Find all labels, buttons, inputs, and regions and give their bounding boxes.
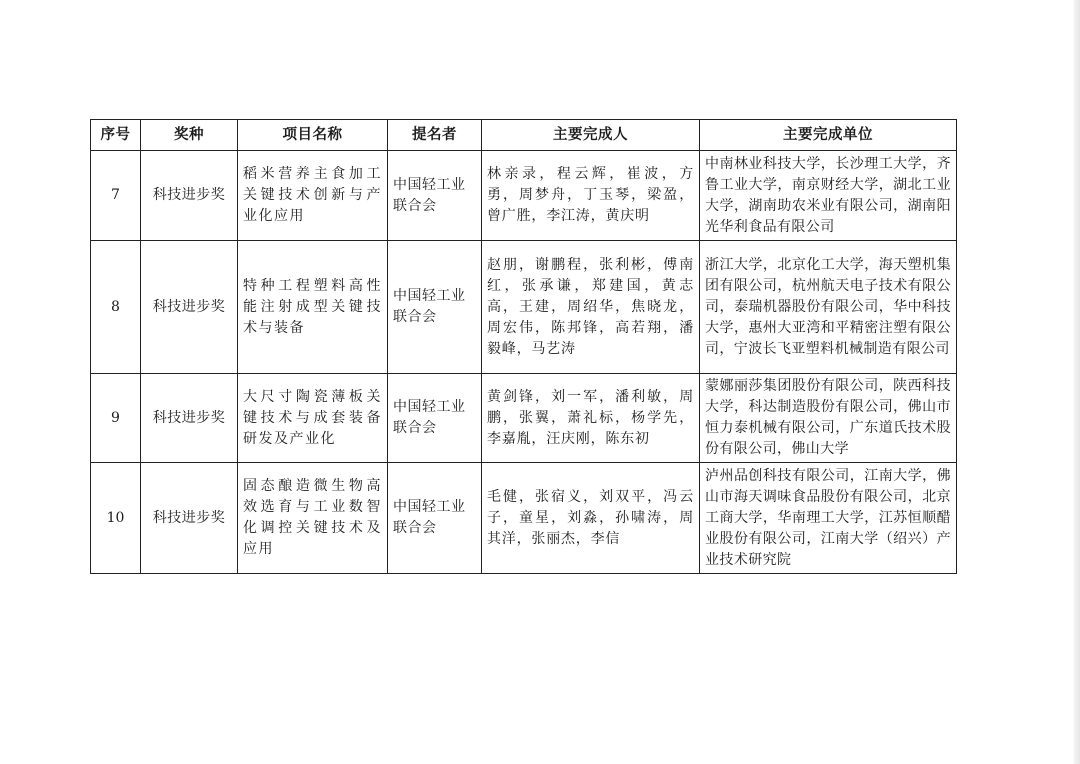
header-main-people: 主要完成人	[482, 120, 700, 151]
cell-project-name: 固态酿造微生物高效选育与工业数智化调控关键技术及应用	[238, 463, 388, 574]
table-row	[91, 374, 957, 463]
awards-table	[90, 119, 957, 574]
cell-project-name: 特种工程塑料高性能注射成型关键技术与装备	[238, 241, 388, 374]
cell-no: 7	[91, 151, 141, 241]
table-row	[91, 241, 957, 374]
cell-main-units: 浙江大学，北京化工大学，海天塑机集团有限公司，杭州航天电子技术有限公司，泰瑞机器股份有限公司，华中科技大学，惠州大亚湾和平精密注塑有限公司，宁波长飞亚塑料机械制造有限公司	[700, 241, 957, 374]
header-nominator: 提名者	[388, 120, 482, 151]
cell-award-type: 科技进步奖	[141, 151, 238, 241]
cell-main-people: 毛健，张宿义，刘双平，冯云子，童星，刘淼，孙啸涛，周其洋，张丽杰，李信	[482, 463, 700, 574]
header-no: 序号	[91, 120, 141, 151]
header-award-type: 奖种	[141, 120, 238, 151]
cell-no: 8	[91, 241, 141, 374]
header-main-units: 主要完成单位	[700, 120, 957, 151]
cell-main-people: 赵朋，谢鹏程，张利彬，傅南红，张承谦，郑建国，黄志高，王建，周绍华，焦晓龙，周宏伟，陈邦锋，高若翔，潘毅峰，马艺涛	[482, 241, 700, 374]
cell-award-type: 科技进步奖	[141, 463, 238, 574]
cell-main-people: 黄剑锋，刘一军，潘利敏，周鹏，张翼，萧礼标，杨学先，李嘉胤，汪庆刚，陈东初	[482, 374, 700, 463]
cell-nominator: 中国轻工业联合会	[388, 241, 482, 374]
cell-no: 9	[91, 374, 141, 463]
table-header-row	[91, 120, 957, 151]
cell-no: 10	[91, 463, 141, 574]
page-edge	[1074, 0, 1080, 764]
cell-nominator: 中国轻工业联合会	[388, 374, 482, 463]
cell-nominator: 中国轻工业联合会	[388, 151, 482, 241]
cell-main-units: 蒙娜丽莎集团股份有限公司，陕西科技大学，科达制造股份有限公司，佛山市恒力泰机械有限公司，广东道氏技术股份有限公司，佛山大学	[700, 374, 957, 463]
table-row	[91, 463, 957, 574]
cell-main-units: 泸州品创科技有限公司，江南大学，佛山市海天调味食品股份有限公司，北京工商大学，华南理工大学，江苏恒顺醋业股份有限公司，江南大学（绍兴）产业技术研究院	[700, 463, 957, 574]
cell-award-type: 科技进步奖	[141, 374, 238, 463]
cell-nominator: 中国轻工业联合会	[388, 463, 482, 574]
cell-project-name: 稻米营养主食加工关键技术创新与产业化应用	[238, 151, 388, 241]
cell-award-type: 科技进步奖	[141, 241, 238, 374]
cell-main-people: 林亲录，程云辉，崔波，方勇，周梦舟，丁玉琴，梁盈，曾广胜，李江涛，黄庆明	[482, 151, 700, 241]
header-project-name: 项目名称	[238, 120, 388, 151]
table-row	[91, 151, 957, 241]
cell-project-name: 大尺寸陶瓷薄板关键技术与成套装备研发及产业化	[238, 374, 388, 463]
cell-main-units: 中南林业科技大学，长沙理工大学，齐鲁工业大学，南京财经大学，湖北工业大学，湖南助农米业有限公司，湖南阳光华利食品有限公司	[700, 151, 957, 241]
